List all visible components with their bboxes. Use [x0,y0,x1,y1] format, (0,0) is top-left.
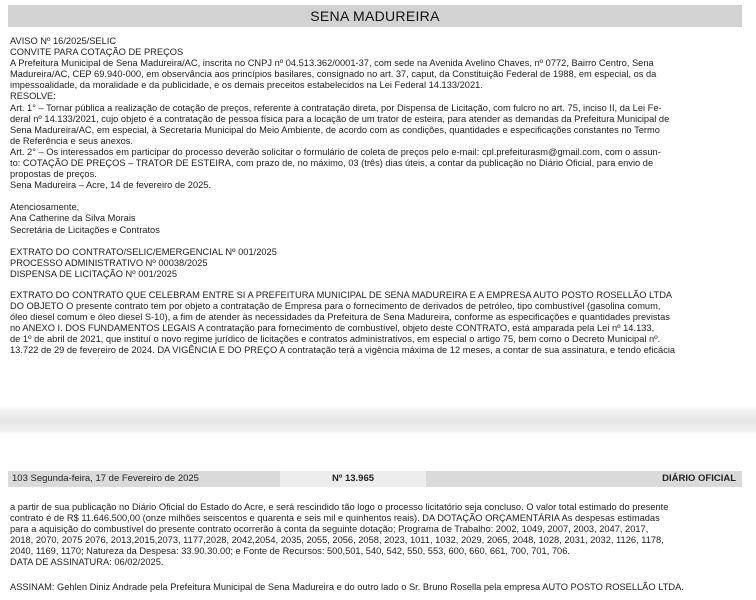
sign-line: Atenciosamente, [10,202,80,213]
text-line: 2040, 1169, 1170; Natureza da Despesa: 33.90.30.00; e Fonte de Recursos: 500,501, 540, 542, 550, 553, 600, 660, 661, 700, 701, 706. [10,546,570,557]
text-line: contrato é de R$ 11.646.500,00 (onze milhões seiscentos e quarenta e seis mil e quinhentos reais). DA DOTAÇÃO ORÇAMENTÁRIA As despesas estimadas [10,513,660,524]
text-line: to: COTAÇÃO DE PREÇOS – TRATOR DE ESTEIRA, com prazo de, no máximo, 03 (três) dias úteis, a contar da publicação no Diário Oficial, para envio de [10,158,654,169]
text-line: Madureira/AC, CEP 69.940-000, em observância aos princípios basilares, consignado no art. 37, caput, da Constituição Federal de 1988, em especial, os da [10,69,657,80]
text-line: DO OBJETO O presente contrato tem por objeto a contratação de Empresa para o fornecimento de derivados de petróleo, tipo combustível (gasolina comum, [10,300,661,311]
journal-name: DIÁRIO OFICIAL [662,473,736,484]
signatories-line: ASSINAM: Gehlen Diniz Andrade pela Prefeitura Municipal de Sena Madureira e do outro lado o Sr. Bruno Rosella pela empresa AUTO POSTO ROSELLÃO LTDA. [10,582,684,592]
text-line: de 1º de abril de 2021, que instituí o novo regime jurídico de licitações e contratos administrativos, em especial o artigo 75, bem como o Decreto Municipal nº. [10,334,661,345]
continuation-section [10,502,738,569]
page-number-date: 103 Segunda-feira, 17 de Fevereiro de 2025 [12,473,199,484]
text-line: impessoalidade, da moralidade e da publicidade, e os demais preceitos estabelecidos na Lei Federal 14.133/2021. [10,80,483,91]
text-line: deral nº 14.133/2021, cujo objeto é a contratação de pessoa física para a locação de um trator de esteira, para atender as demandas da Prefeitura Municipal de [10,113,670,124]
text-line: AVISO Nº 16/2025/SELIC [10,36,117,46]
text-line: 13.722 de 29 de fevereiro de 2024. DA VIGÊNCIA E DO PREÇO A contratação terá a vigência máxima de 12 meses, a contar de sua assinatura, e tendo eficácia [10,345,676,356]
text-line: Sena Madureira – Acre, 14 de fevereiro de 2025. [10,180,212,191]
text-line: DATA DE ASSINATURA: 06/02/2025. [10,557,164,568]
section-title-bar [8,5,742,27]
extrato-heading-line: PROCESSO ADMINISTRATIVO Nº 00038/2025 [10,257,208,268]
text-line: no ANEXO I. DOS FUNDAMENTOS LEGAIS A contratação para fornecimento de combustível, objeto deste CONTRATO, está amparada pela Lei nº 14.133, [10,323,655,334]
text-line: A Prefeitura Municipal de Sena Madureira/AC, inscrita no CNPJ nº 04.513.362/0001-37, com sede na Avenida Avelino Chaves, nº 0772, Bairro Centro, Sena [10,58,654,69]
page-footer-bar [8,471,742,487]
text-line: Art. 1° – Tornar pública a realização de cotação de preços, referente à contratação direta, por Dispensa de Licitação, com fulcro no art. 75, inciso II, da Lei Fe- [10,102,662,113]
extrato-heading-line: EXTRATO DO CONTRATO/SELIC/EMERGENCIAL Nº 001/2025 [10,246,277,257]
text-line: propostas de preços. [10,169,97,180]
text-line: para a aquisição do combustível do presente contrato ocorrerão à conta da seguinte dotação; Programa de Trabalho: 2002, 1049, 2007, 2003, 2047, 2017, [10,524,649,535]
page-break [0,405,756,435]
text-line: 2018, 2070, 2075 2076, 2013,2015,2073, 1177,2028, 2042,2054, 2035, 2055, 2056, 2058, 2023, 1011, 1032, 2029, 2065, 2048, 1028, 2031, 2032, 1126, 1178, [10,535,664,546]
issue-number: Nº 13.965 [280,471,426,487]
aviso-section [10,36,738,356]
text-line: EXTRATO DO CONTRATO QUE CELEBRAM ENTRE SI A PREFEITURA MUNICIPAL DE SENA MADUREIRA E A EMPRESA AUTO POSTO ROSELLÃO LTDA [10,289,673,300]
text-line: Art. 2° – Os interessados em participar do processo deverão solicitar o formulário de coleta de preços pelo e-mail: cpl.prefeiturasm@gmail.com, com o assun- [10,146,661,157]
text-line: óleo diesel comum e óleo diesel S-10), a fim de atender às necessidades da Prefeitura de Sena Madureira, conforme as especificações e quantidades previstas [10,312,670,323]
text-line: CONVITE PARA COTAÇÃO DE PREÇOS [10,47,184,58]
signer-role: Secretária de Licitações e Contratos [10,224,160,235]
text-line: Sena Madureira/AC, em especial, à Secretaria Municipal do Meio Ambiente, de acordo com as condições, quantidades e especificações constantes no Termo [10,124,660,135]
extrato-heading-line: DISPENSA DE LICITAÇÃO Nº 001/2025 [10,268,178,279]
text-line: a partir de sua publicação no Diário Oficial do Estado do Acre, e será rescindido tão logo o processo licitatório seja concluso. O valor total estimado do presente [10,502,669,512]
section-title: SENA MADUREIRA [310,8,440,24]
signer-name: Ana Catherine da Silva Morais [10,213,136,224]
text-line: de Referência e seus anexos. [10,135,134,146]
text-line: RESOLVE: [10,91,56,102]
